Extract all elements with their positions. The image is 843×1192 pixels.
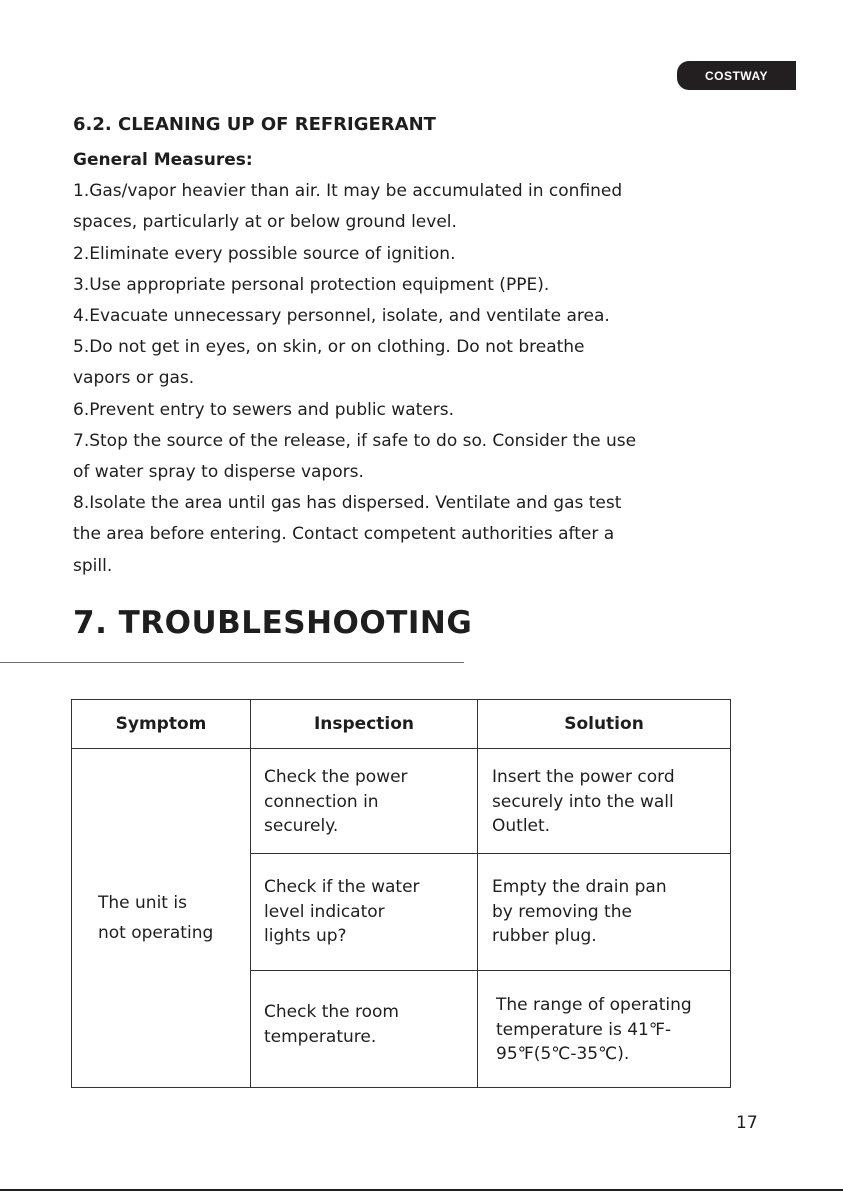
measure-line: 2.Eliminate every possible source of ignition. bbox=[73, 243, 456, 264]
measure-line: spill. bbox=[73, 555, 113, 576]
measure-line: 7.Stop the source of the release, if safe to do so. Consider the use bbox=[73, 430, 637, 451]
measure-line: vapors or gas. bbox=[73, 368, 195, 389]
symptom-cell bbox=[72, 749, 251, 1088]
solution-line: rubber plug. bbox=[492, 926, 597, 946]
inspection-line: temperature. bbox=[264, 1026, 377, 1047]
page-number: 17 bbox=[736, 1113, 758, 1133]
troubleshooting-table bbox=[71, 699, 731, 1088]
brand-logo: COSTWAY bbox=[677, 61, 796, 90]
measure-line: the area before entering. Contact competent authorities after a bbox=[73, 524, 615, 545]
footer-rule bbox=[0, 1189, 843, 1191]
section-heading-troubleshooting: 7. TROUBLESHOOTING bbox=[73, 605, 473, 641]
measure-line: 8.Isolate the area until gas has dispersed. Ventilate and gas test bbox=[73, 493, 622, 514]
symptom-line: not operating bbox=[98, 923, 214, 943]
measure-line: 5.Do not get in eyes, on skin, or on clothing. Do not breathe bbox=[73, 337, 585, 358]
solution-line: temperature is 41℉- bbox=[496, 1019, 672, 1040]
general-measures-title: General Measures: bbox=[73, 150, 253, 170]
header-solution: Solution bbox=[478, 700, 731, 749]
solution-line: 95℉(5℃-35℃). bbox=[496, 1044, 630, 1064]
solution-line: Insert the power cord bbox=[492, 767, 675, 787]
solution-line: securely into the wall bbox=[492, 791, 674, 812]
measure-line: of water spray to disperse vapors. bbox=[73, 462, 364, 483]
solution-cell bbox=[478, 749, 731, 854]
measure-line: 4.Evacuate unnecessary personnel, isolate, and ventilate area. bbox=[73, 306, 610, 327]
inspection-line: Check the room bbox=[264, 1002, 399, 1022]
inspection-cell bbox=[251, 749, 478, 854]
solution-cell bbox=[478, 854, 731, 971]
inspection-cell bbox=[251, 854, 478, 971]
inspection-line: lights up? bbox=[264, 926, 347, 946]
inspection-cell bbox=[251, 971, 478, 1088]
table-row bbox=[72, 749, 731, 854]
header-inspection: Inspection bbox=[251, 700, 478, 749]
inspection-line: Check the power bbox=[264, 767, 408, 787]
measure-line: 3.Use appropriate personal protection equipment (PPE). bbox=[73, 274, 550, 295]
inspection-line: connection in bbox=[264, 791, 379, 812]
inspection-line: Check if the water bbox=[264, 877, 420, 897]
measure-line: 1.Gas/vapor heavier than air. It may be accumulated in confined bbox=[73, 181, 623, 202]
general-measures-block bbox=[73, 145, 753, 582]
measure-line: 6.Prevent entry to sewers and public waters. bbox=[73, 399, 454, 420]
symptom-line: The unit is bbox=[98, 893, 187, 913]
solution-line: Outlet. bbox=[492, 816, 551, 836]
solution-line: The range of operating bbox=[496, 995, 692, 1015]
inspection-line: level indicator bbox=[264, 901, 385, 922]
table-header-row bbox=[72, 700, 731, 749]
solution-line: by removing the bbox=[492, 901, 632, 922]
inspection-line: securely. bbox=[264, 816, 339, 836]
solution-line: Empty the drain pan bbox=[492, 877, 667, 897]
header-symptom: Symptom bbox=[72, 700, 251, 749]
section-heading-cleaning-refrigerant: 6.2. CLEANING UP OF REFRIGERANT bbox=[73, 114, 436, 135]
measure-line: spaces, particularly at or below ground level. bbox=[73, 212, 457, 233]
solution-cell bbox=[478, 971, 731, 1088]
section-divider bbox=[0, 662, 464, 663]
